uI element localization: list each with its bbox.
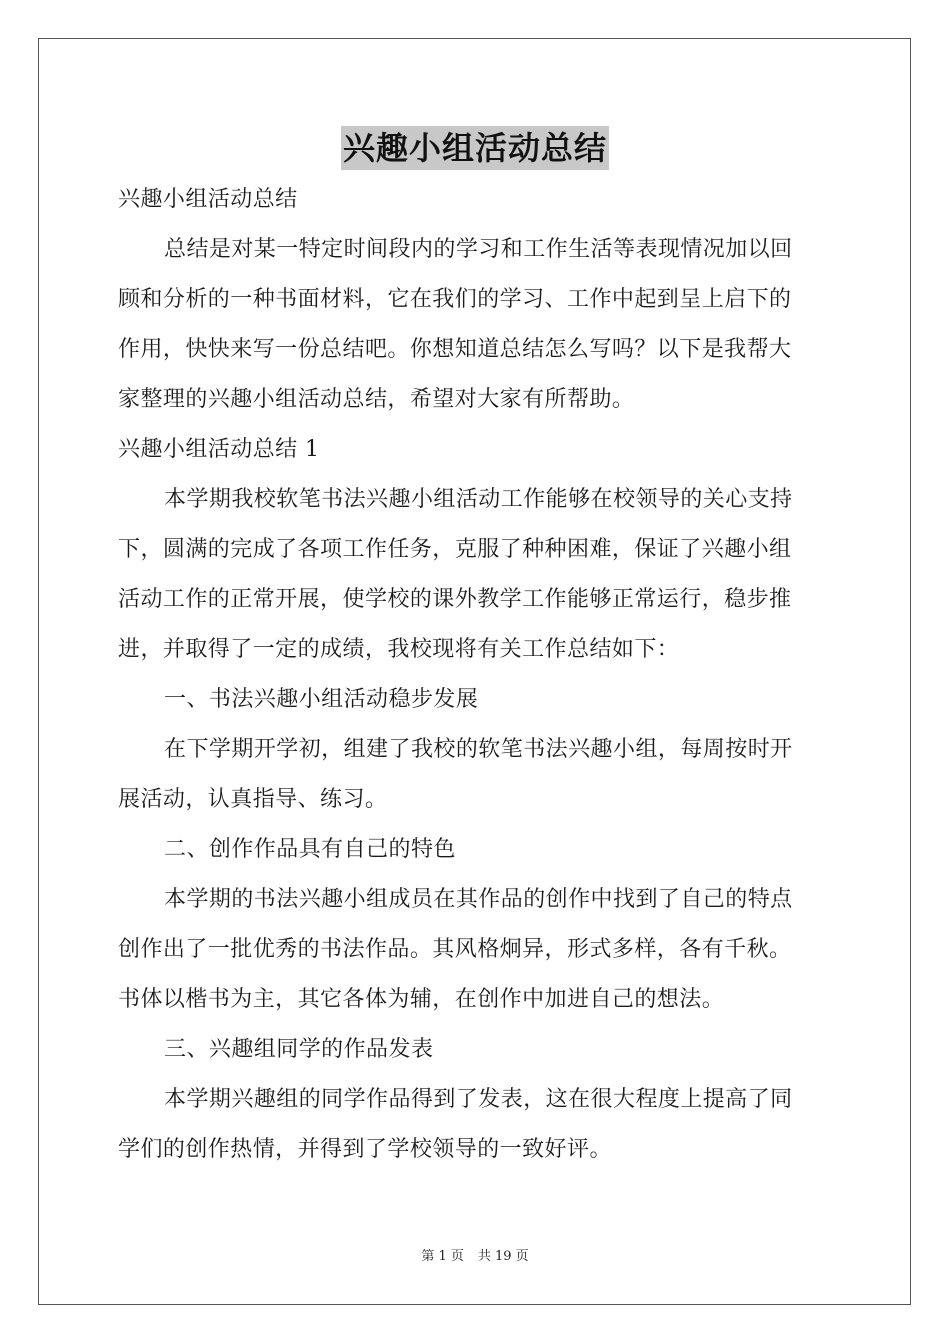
body-line: 一、书法兴趣小组活动稳步发展 (164, 687, 479, 712)
body-line: 家整理的兴趣小组活动总结，希望对大家有所帮助。 (118, 387, 635, 412)
page-total: 共 19 页 (477, 1249, 529, 1264)
body-line: 兴趣小组活动总结 1 (118, 437, 320, 462)
body-line: 兴趣小组活动总结 (118, 187, 298, 212)
document-body (118, 175, 834, 1175)
title-container (0, 126, 950, 170)
body-line: 总结是对某一特定时间段内的学习和工作生活等表现情况加以回 (164, 237, 793, 262)
body-line: 活动工作的正常开展，使学校的课外教学工作能够正常运行，稳步推 (118, 587, 792, 612)
body-line: 学们的创作热情，并得到了学校领导的一致好评。 (118, 1137, 612, 1162)
body-line: 作用，快快来写一份总结吧。你想知道总结怎么写吗？以下是我帮大 (118, 337, 792, 362)
body-line: 展活动，认真指导、练习。 (118, 787, 388, 812)
body-line: 在下学期开学初，组建了我校的软笔书法兴趣小组，每周按时开 (164, 737, 793, 762)
body-line: 书体以楷书为主，其它各体为辅，在创作中加进自己的想法。 (118, 987, 725, 1012)
page-footer (0, 1248, 950, 1266)
body-line: 进，并取得了一定的成绩，我校现将有关工作总结如下： (118, 637, 680, 662)
body-line: 创作出了一批优秀的书法作品。其风格炯异，形式多样，各有千秋。 (118, 937, 792, 962)
body-line: 三、兴趣组同学的作品发表 (164, 1037, 434, 1062)
body-line: 本学期我校软笔书法兴趣小组活动工作能够在校领导的关心支持 (164, 487, 793, 512)
body-line: 下，圆满的完成了各项工作任务，克服了种种困难，保证了兴趣小组 (118, 537, 792, 562)
body-line: 二、创作作品具有自己的特色 (164, 837, 456, 862)
body-line: 本学期的书法兴趣小组成员在其作品的创作中找到了自己的特点 (164, 887, 793, 912)
page-number: 第 1 页 (421, 1249, 464, 1264)
body-line: 顾和分析的一种书面材料，它在我们的学习、工作中起到呈上启下的 (118, 287, 792, 312)
document-title: 兴趣小组活动总结 (341, 126, 609, 170)
body-line: 本学期兴趣组的同学作品得到了发表，这在很大程度上提高了同 (164, 1087, 793, 1112)
